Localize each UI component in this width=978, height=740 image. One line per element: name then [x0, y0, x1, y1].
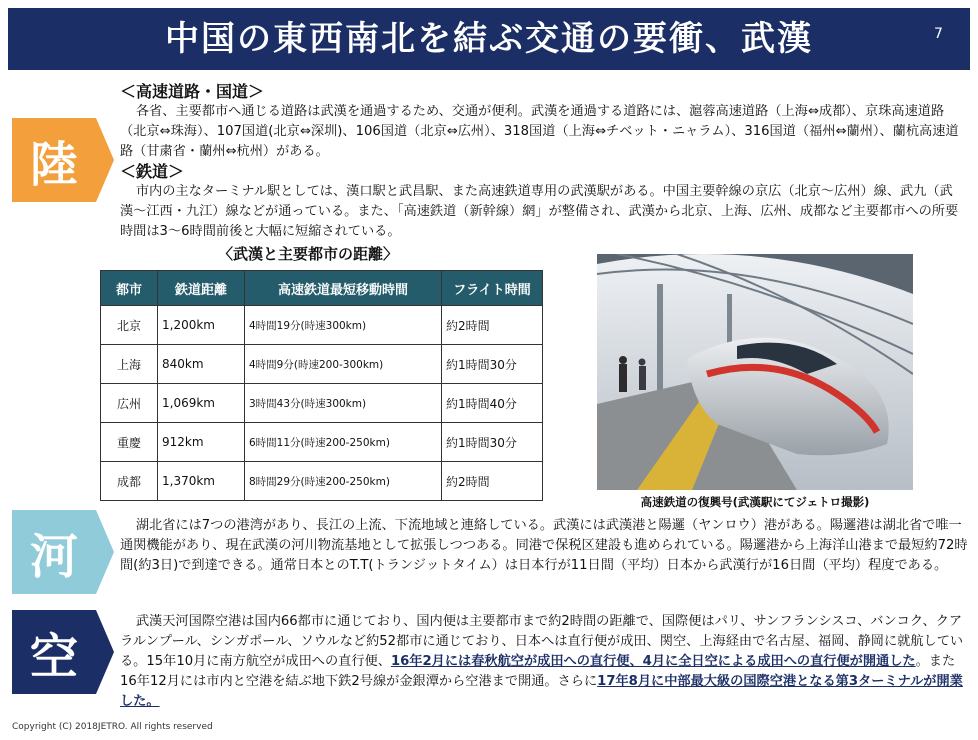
land-badge: 陸: [12, 118, 96, 202]
table-cell: 840km: [158, 345, 245, 384]
rail-heading: ＜鉄道＞: [120, 162, 185, 181]
table-cell: 重慶: [101, 423, 158, 462]
page-number: 7: [934, 26, 943, 42]
river-badge-arrow: [96, 510, 114, 594]
distance-table-title: 〈武漢と主要都市の距離〉: [218, 245, 399, 263]
column-header: 鉄道距離: [158, 271, 245, 306]
table-cell: 4時間9分(時速200-300km): [245, 345, 442, 384]
distance-table: [100, 270, 543, 501]
table-cell: 約1時間30分: [442, 423, 543, 462]
table-cell: 3時間43分(時速300km): [245, 384, 442, 423]
train-photo: [597, 254, 913, 490]
table-cell: 北京: [101, 306, 158, 345]
table-cell: 1,200km: [158, 306, 245, 345]
page-title: 中国の東西南北を結ぶ交通の要衝、武漢: [165, 19, 813, 59]
table-cell: 1,069km: [158, 384, 245, 423]
table-cell: 約2時間: [442, 462, 543, 501]
column-header: 高速鉄道最短移動時間: [245, 271, 442, 306]
table-cell: 広州: [101, 384, 158, 423]
air-section: [120, 612, 970, 712]
road-heading: ＜高速道路・国道＞: [120, 82, 265, 101]
table-row: [101, 423, 543, 462]
river-text: 湖北省には7つの港湾があり、長江の上流、下流地域と連絡している。武漢には武漢港と陽邏（ヤンロウ）港がある。陽邏港は湖北省で唯一通関機能があり、現在武漢の河川物流基地として拡張しつつある。同港で保税区建設も進められている。陽邏港から上海洋山港まで最短約72時間(約3日)で到達できる。通常日本とのT.T(トランジットタイム）は日本行が11日間（平均）日本から武漢行が16日間（平均）程度である。: [120, 518, 968, 573]
table-cell: 912km: [158, 423, 245, 462]
air-badge: 空: [12, 610, 96, 694]
table-cell: 成都: [101, 462, 158, 501]
table-cell: 4時間19分(時速300km): [245, 306, 442, 345]
table-header-row: [101, 271, 543, 306]
air-highlight-2: 17年8月に中部最大級の国際空港となる第3ターミナルが開業した。: [120, 674, 963, 709]
road-text: 各省、主要都市へ通じる道路は武漢を通過するため、交通が便利。武漢を通過する道路には、滬蓉高速道路（上海⇔成都）、京珠高速道路（北京⇔珠海）、107国道(北京⇔深圳)、106国道（北京⇔広州）、318国道（上海⇔チベット・ニャラム）、316国道（福州⇔蘭州）、蘭杭高速道路（甘粛省・蘭州⇔杭州）がある。: [120, 104, 959, 159]
copyright: Copyright (C) 2018JETRO. All rights reserved: [12, 722, 213, 732]
rail-text: 市内の主なターミナル駅としては、漢口駅と武昌駅、また高速鉄道専用の武漢駅がある。中国主要幹線の京広（北京〜広州）線、武九（武漢〜江西・九江）線などが通っている。また、「高速鉄道（新幹線）網」が整備され、武漢から北京、上海、広州、成都など主要都市への所要時間は3〜6時間前後と大幅に短縮されている。: [120, 184, 959, 239]
table-row: [101, 345, 543, 384]
air-text-part2: 。また16年12月には市内と空港を結ぶ地下鉄2号線が金銀潭から空港まで開通。さらに: [120, 654, 956, 689]
table-cell: 8時間29分(時速200-250km): [245, 462, 442, 501]
title-bar: [8, 8, 970, 70]
column-header: フライト時間: [442, 271, 543, 306]
table-cell: 1,370km: [158, 462, 245, 501]
table-cell: 約2時間: [442, 306, 543, 345]
table-cell: 約1時間40分: [442, 384, 543, 423]
air-badge-arrow: [96, 610, 114, 694]
air-highlight-1: 16年2月には春秋航空が成田への直行便、4月に全日空による成田への直行便が開通した: [390, 654, 916, 669]
column-header: 都市: [101, 271, 158, 306]
table-row: [101, 384, 543, 423]
table-cell: 約1時間30分: [442, 345, 543, 384]
land-badge-arrow: [96, 118, 114, 202]
table-row: [101, 462, 543, 501]
air-text-part1: 武漢天河国際空港は国内66都市に通じており、国内便は主要都市まで約2時間の距離で、国際便はパリ、サンフランシスコ、バンコク、クアラルンプール、シンガポール、ソウルなど約52都市に通じており、日本へは直行便が成田、関空、上海経由で名古屋、福岡、静岡に就航している。15年10月に南方航空が成田への直行便、: [120, 614, 964, 669]
table-cell: 6時間11分(時速200-250km): [245, 423, 442, 462]
river-badge: 河: [12, 510, 96, 594]
table-cell: 上海: [101, 345, 158, 384]
photo-caption: 高速鉄道の復興号(武漢駅にてジェトロ撮影): [640, 495, 870, 509]
land-section: [120, 82, 970, 242]
table-row: [101, 306, 543, 345]
